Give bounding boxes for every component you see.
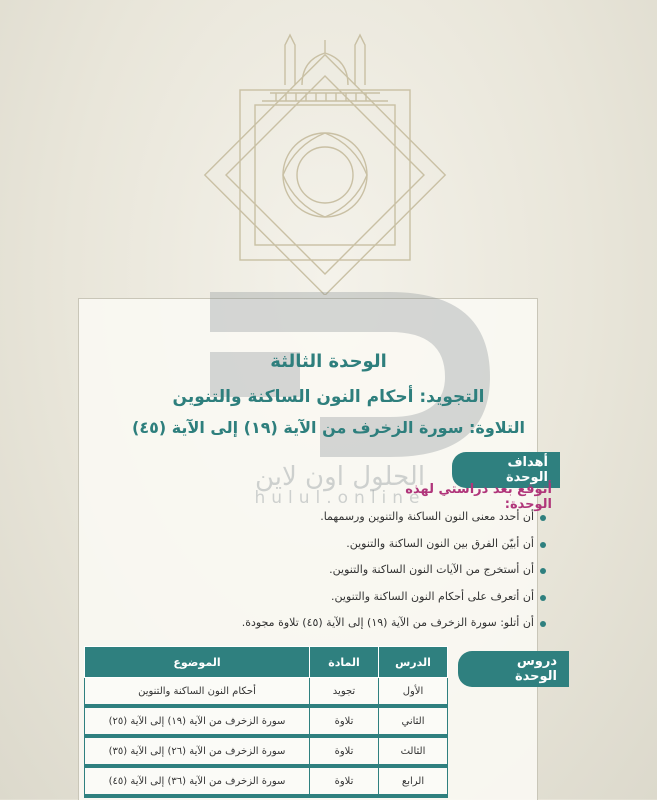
unit-title: الوحدة الثالثة bbox=[270, 351, 387, 372]
cell-topic: سورة الزخرف من الآية (١٩) إلى الآية (٢٥) bbox=[85, 706, 310, 736]
table-row bbox=[85, 706, 448, 736]
list-item: أن أتعرف على أحكام النون الساكنة والتنوين. bbox=[150, 587, 546, 614]
table-header-row bbox=[85, 647, 448, 678]
table-row bbox=[85, 736, 448, 766]
cell-subject: تلاوة bbox=[310, 766, 379, 796]
watermark-arabic: الحلول اون لاين bbox=[254, 462, 426, 492]
list-item: أن أحدد معنى النون الساكنة والتنوين ورسمهما. bbox=[150, 507, 546, 534]
cell-topic: أحكام النون الساكنة والتنوين bbox=[85, 678, 310, 707]
cell-lesson: الثالث bbox=[379, 736, 448, 766]
subtitle-tilawa: التلاوة: سورة الزخرف من الآية (١٩) إلى الآية (٤٥) bbox=[132, 418, 525, 437]
table-row bbox=[85, 766, 448, 796]
cell-subject: تجويد bbox=[310, 678, 379, 707]
cell-lesson: الثاني bbox=[379, 706, 448, 736]
watermark-latin: hulul.online bbox=[254, 488, 426, 508]
cell-subject: تلاوة bbox=[310, 706, 379, 736]
cell-lesson: الرابع bbox=[379, 766, 448, 796]
goals-badge: أهداف الوحدة bbox=[452, 452, 560, 488]
header-topic: الموضوع bbox=[85, 647, 310, 678]
list-item: أن أستخرج من الآيات النون الساكنة والتنوين. bbox=[150, 560, 546, 587]
lessons-badge: دروس الوحدة bbox=[458, 651, 569, 687]
mosque-ornament bbox=[190, 15, 460, 295]
cell-topic: سورة الزخرف من الآية (٢٦) إلى الآية (٣٥) bbox=[85, 736, 310, 766]
list-item: أن أتلو: سورة الزخرف من الآية (١٩) إلى الآية (٤٥) تلاوة مجودة. bbox=[150, 613, 546, 640]
goals-list bbox=[150, 507, 546, 640]
table-row bbox=[85, 678, 448, 707]
cell-topic: سورة الزخرف من الآية (٣٦) إلى الآية (٤٥) bbox=[85, 766, 310, 796]
header-lesson: الدرس bbox=[379, 647, 448, 678]
lessons-table bbox=[84, 646, 448, 798]
header-subject: المادة bbox=[310, 647, 379, 678]
cell-subject: تلاوة bbox=[310, 736, 379, 766]
subtitle-tajweed: التجويد: أحكام النون الساكنة والتنوين bbox=[172, 387, 485, 407]
cell-lesson: الأول bbox=[379, 678, 448, 707]
list-item: أن أبيّن الفرق بين النون الساكنة والتنوين. bbox=[150, 534, 546, 561]
goals-intro: أتوقع بعد دراستي لهذه الوحدة: bbox=[405, 482, 552, 512]
